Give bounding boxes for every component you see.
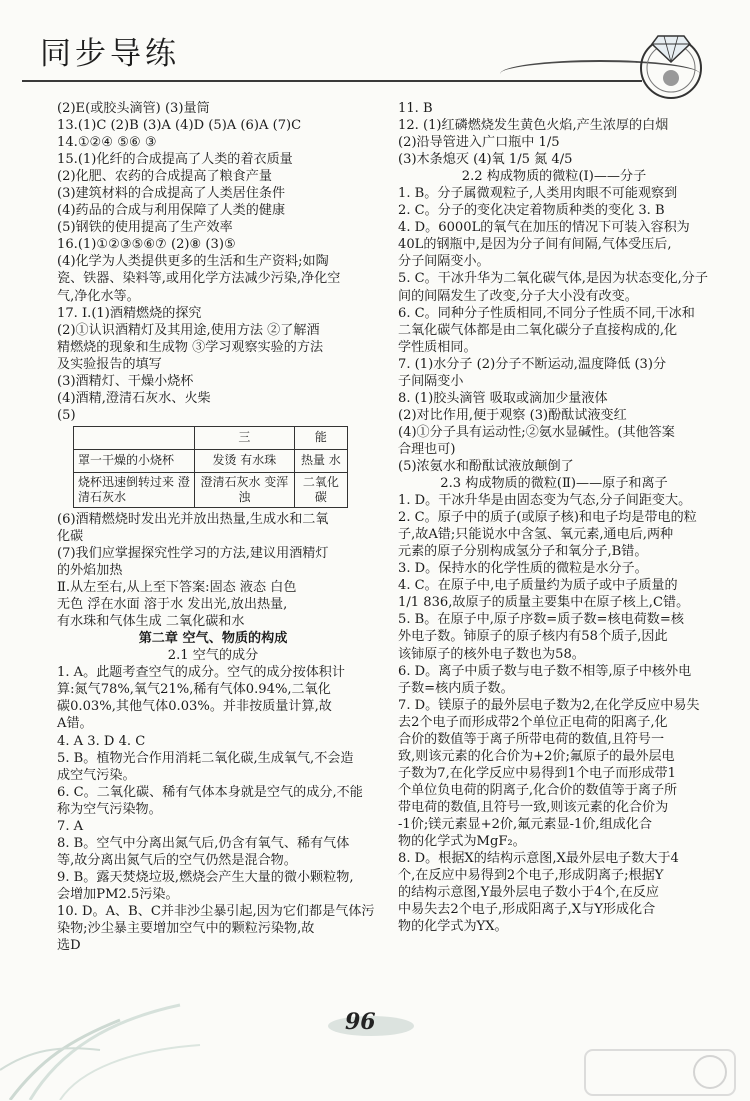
- answer-line: 1. D。干冰升华是由固态变为气态,分子间距变大。: [398, 493, 692, 509]
- answer-line: -1价;镁元素显+2价,氟元素显-1价,组成化合: [398, 816, 652, 832]
- answer-line: 选D: [57, 938, 81, 954]
- answer-line: 13.(1)C (2)B (3)A (4)D (5)A (6)A (7)C: [57, 118, 302, 134]
- answer-line: 带电荷的数值,且符号一致,则该元素的化合价为: [398, 799, 669, 815]
- diamond-badge-icon: [628, 18, 714, 104]
- answer-line: 化碳: [57, 528, 84, 544]
- answer-line: 碳0.03%,其他气体0.03%。并非按质量计算,故: [57, 699, 332, 715]
- answer-line: 15.(1)化纤的合成提高了人类的着衣质量: [57, 152, 293, 168]
- answer-line: 个单位负电荷的阴离子,化合价的数值等于离子所: [398, 782, 678, 798]
- table-cell: 热量 水: [294, 449, 347, 472]
- answer-line: 间的间隔发生了改变,分子大小没有改变。: [398, 288, 638, 304]
- answer-line: 4. D。6000L的氧气在加压的情况下可装入容积为: [398, 220, 690, 236]
- table-row: [74, 472, 348, 507]
- table-cell: [74, 426, 195, 449]
- answer-line: 5. C。干冰升华为二氧化碳气体,是因为状态变化,分子: [398, 271, 708, 287]
- answer-line: (2)E(或胶头滴管) (3)量筒: [57, 101, 210, 116]
- answer-line: 2. C。原子中的质子(或原子核)和电子均是带电的粒: [398, 510, 697, 526]
- answer-line: 分子间隔变小。: [398, 254, 490, 270]
- answer-line: 称为空气污染物。: [57, 801, 162, 817]
- answer-line: Ⅱ.从左至右,从上至下答案:固态 液态 白色: [57, 580, 297, 596]
- answer-line: 5. B。在原子中,原子序数=质子数=核电荷数=核: [398, 612, 684, 628]
- table-header-row: [74, 426, 348, 449]
- answer-line: 4. C。在原子中,电子质量约为质子或中子质量的: [398, 578, 678, 594]
- answer-line: 学性质相同。: [398, 339, 477, 355]
- answer-line: (4)药品的合成与利用保障了人类的健康: [57, 203, 286, 219]
- answer-line: 1. B。分子属微观粒子,人类用肉眼不可能观察到: [398, 186, 678, 202]
- answer-line: 2. C。分子的变化决定着物质种类的变化 3. B: [398, 203, 665, 219]
- answer-line: 成空气污染。: [57, 767, 136, 783]
- answer-line: (2)沿导管进入广口瓶中 1/5: [398, 135, 560, 151]
- answer-line: (4)化学为人类提供更多的生活和生产资料;如陶: [57, 254, 329, 270]
- answer-line: 该铈原子的核外电子数也为58。: [398, 646, 585, 662]
- answer-line: 8. D。根据X的结构示意图,X最外层电子数大于4: [398, 851, 679, 867]
- answer-line: 7. A: [57, 818, 84, 834]
- answer-line: 6. D。离子中质子数与电子数不相等,原子中核外电: [398, 663, 692, 679]
- answer-line: 7. (1)水分子 (2)分子不断运动,温度降低 (3)分: [398, 356, 667, 372]
- table-cell: 三: [195, 426, 295, 449]
- book-title: 同步导练: [40, 36, 180, 72]
- answer-line: 二氧化碳气体都是由二氧化碳分子直接构成的,化: [398, 322, 678, 338]
- answer-line: 瓷、铁器、染料等,或用化学方法减少污染,净化空: [57, 271, 341, 287]
- answer-line: 致,则该元素的化合价为+2价;氟原子的最外层电: [398, 748, 675, 764]
- table-cell: 能: [294, 426, 347, 449]
- answer-line: 3. D。保持水的化学性质的微粒是水分子。: [398, 561, 648, 577]
- answer-line: (3)建筑材料的合成提高了人类居住条件: [57, 186, 286, 202]
- answer-line: 个,在反应中易得到2个电子,形成阴离子;根据Y: [398, 868, 664, 884]
- table-cell: 烧杯迅速倒转过来 澄清石灰水: [74, 472, 195, 507]
- answer-line: 算:氮气78%,氧气21%,稀有气体0.94%,二氧化: [57, 682, 331, 698]
- table-cell: 罩一干燥的小烧杯: [74, 449, 195, 472]
- page-number: 96: [345, 1009, 376, 1035]
- answer-line: (5): [57, 407, 76, 423]
- answer-line: 子数为7,在化学反应中易得到1个电子而形成带1: [398, 765, 676, 781]
- answer-block-1-1: [57, 100, 369, 424]
- answer-line: 10. D。A、B、C并非沙尘暴引起,因为它们都是气体污: [57, 903, 375, 919]
- answer-line: (4)①分子具有运动性;②氨水显碱性。(其他答案: [398, 424, 675, 440]
- answer-line: 的结构示意图,Y最外层电子数小于4个,在反应: [398, 885, 659, 901]
- answer-line: 等,故分离出氮气后的空气仍然是混合物。: [57, 852, 297, 868]
- answer-line: 16.(1)①②③⑤⑥⑦ (2)⑧ (3)⑤: [57, 237, 236, 253]
- table-cell: 二氧化碳: [294, 472, 347, 507]
- answer-line: (2)①认识酒精灯及其用途,使用方法 ②了解酒: [57, 322, 320, 338]
- answer-line: 中易失去2个电子,形成阳离子,X与Y形成化合: [398, 902, 656, 918]
- answer-line: 5. B。植物光合作用消耗二氧化碳,生成氧气,不会造: [57, 750, 354, 766]
- section-heading: 2.3 构成物质的微粒(Ⅱ)——原子和离子: [440, 476, 668, 492]
- table-row: [74, 449, 348, 472]
- answer-line: 4. A 3. D 4. C: [57, 733, 146, 749]
- answer-line: 及实验报告的填写: [57, 356, 162, 372]
- answer-line: 11. B: [398, 101, 433, 116]
- answer-line: 元素的原子分别构成氢分子和氧分子,B错。: [398, 544, 648, 560]
- chapter-heading: 第二章 空气、物质的构成: [138, 631, 288, 647]
- answer-line: (7)我们应掌握探究性学习的方法,建议用酒精灯: [57, 545, 329, 561]
- answer-line: 的外焰加热: [57, 563, 123, 579]
- right-column: [398, 100, 710, 935]
- plant-decoration-icon: [0, 950, 240, 1100]
- answer-line: A错。: [57, 716, 93, 732]
- answer-block-2-3: [398, 492, 710, 935]
- answer-block-2-1-cont: [398, 100, 710, 168]
- answer-line: 17. Ⅰ.(1)酒精燃烧的探究: [57, 305, 202, 321]
- answer-line: 气,净化水等。: [57, 288, 140, 304]
- answer-line: (3)酒精灯、干燥小烧杯: [57, 373, 194, 389]
- answer-line: (5)钢铁的使用提高了生产效率: [57, 220, 233, 236]
- answer-line: (4)酒精,澄清石灰水、火柴: [57, 390, 211, 406]
- answer-block-1-2: [57, 511, 369, 630]
- answer-line: 6. C。同种分子性质相同,不同分子性质不同,干冰和: [398, 305, 695, 321]
- answer-line: 6. C。二氧化碳、稀有气体本身就是空气的成分,不能: [57, 784, 363, 800]
- answer-line: (3)木条熄灭 (4)氧 1/5 氮 4/5: [398, 152, 573, 168]
- answer-line: 物的化学式为MgF₂。: [398, 834, 526, 850]
- answer-line: 40L的钢瓶中,是因为分子间有间隔,气体受压后,: [398, 237, 672, 253]
- table-cell: 发烫 有水珠: [195, 449, 295, 472]
- answer-line: 合理也可): [398, 441, 456, 457]
- answer-line: 会增加PM2.5污染。: [57, 886, 179, 902]
- section-heading: 2.1 空气的成分: [167, 648, 259, 664]
- experiment-table: [73, 426, 348, 508]
- table-cell: 澄清石灰水 变浑浊: [195, 472, 295, 507]
- section-heading: 2.2 构成物质的微粒(Ⅰ)——分子: [461, 169, 647, 185]
- answer-line: 子间隔变小: [398, 373, 464, 389]
- answer-line: 有水珠和气体生成 二氧化碳和水: [57, 614, 245, 630]
- answer-line: 去2个电子而形成带2个单位正电荷的阳离子,化: [398, 714, 668, 730]
- watermark-logo-icon: [580, 1045, 740, 1100]
- answer-line: (6)酒精燃烧时发出光并放出热量,生成水和二氧: [57, 511, 329, 527]
- answer-line: 无色 浮在水面 溶于水 发出光,放出热量,: [57, 597, 288, 613]
- answer-line: 外电子数。铈原子的原子核内有58个质子,因此: [398, 629, 668, 645]
- answer-line: 8. B。空气中分离出氮气后,仍含有氧气、稀有气体: [57, 835, 350, 851]
- answer-line: (2)对比作用,便于观察 (3)酚酞试液变红: [398, 407, 627, 423]
- answer-line: (2)化肥、农药的合成提高了粮食产量: [57, 169, 272, 185]
- answer-line: 12. (1)红磷燃烧发生黄色火焰,产生浓厚的白烟: [398, 118, 669, 134]
- answer-block-2-2: [398, 185, 710, 475]
- answer-line: 子,故A错;只能说水中含氢、氧元素,通电后,两种: [398, 527, 674, 543]
- answer-line: 7. D。镁原子的最外层电子数为2,在化学反应中易失: [398, 697, 700, 713]
- answer-line: 1/1 836,故原子的质量主要集中在原子核上,C错。: [398, 595, 690, 611]
- left-column: [57, 100, 375, 954]
- answer-line: 1. A。此题考查空气的成分。空气的成分按体积计: [57, 665, 345, 681]
- answer-line: 9. B。露天焚烧垃圾,燃烧会产生大量的微小颗粒物,: [57, 869, 354, 885]
- page-header: [0, 0, 750, 100]
- answer-line: 子数=核内质子数。: [398, 680, 514, 696]
- answer-line: 染物;沙尘暴主要增加空气中的颗粒污染物,故: [57, 921, 315, 937]
- answer-block-2-1: [57, 664, 375, 954]
- answer-line: 精燃烧的现象和生成物 ③学习观察实验的方法: [57, 339, 324, 355]
- answer-line: 合价的数值等于离子所带电荷的数值,且符号一: [398, 731, 665, 747]
- answer-line: 物的化学式为YX。: [398, 919, 508, 935]
- answer-line: 8. (1)胶头滴管 吸取或滴加少量液体: [398, 390, 608, 406]
- answer-line: 14.①②④ ⑤⑥ ③: [57, 135, 157, 151]
- answer-line: (5)浓氨水和酚酞试液放颠倒了: [398, 458, 574, 474]
